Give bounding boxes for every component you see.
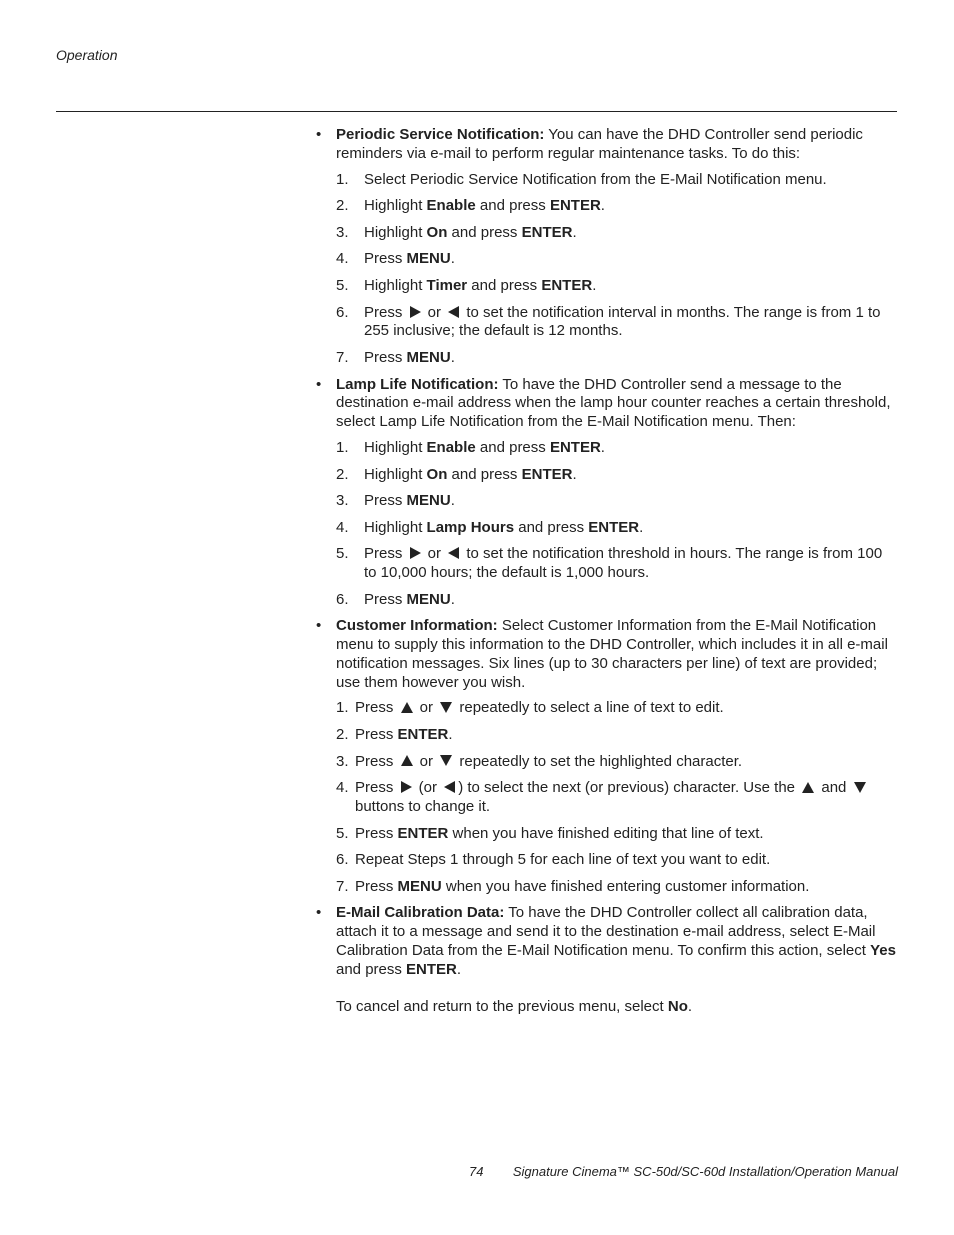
- down-arrow-icon: [440, 755, 452, 766]
- list-item: 1. Press or repeatedly to select a line of text to edit.: [336, 699, 724, 717]
- lead-customer: Customer Information:: [336, 617, 498, 635]
- steps-periodic: [336, 171, 898, 368]
- bullet-dot: •: [316, 375, 322, 393]
- up-arrow-icon: [401, 755, 413, 766]
- list-item: 4. Press MENU.: [336, 250, 455, 268]
- right-arrow-icon: [401, 781, 412, 793]
- list-item: 3. Press MENU.: [336, 492, 455, 510]
- up-arrow-icon: [802, 782, 814, 793]
- running-header: Operation: [56, 47, 118, 63]
- list-item: 2. Highlight Enable and press ENTER.: [336, 197, 605, 215]
- up-arrow-icon: [401, 702, 413, 713]
- left-arrow-icon: [448, 306, 459, 318]
- lead-calibration: E-Mail Calibration Data:: [336, 904, 505, 922]
- bullet-customer-info: [316, 617, 898, 896]
- list-item: 6. Repeat Steps 1 through 5 for each line of text you want to edit.: [336, 851, 771, 869]
- list-item: 7. Press MENU.: [336, 348, 455, 366]
- manual-title: Signature Cinema™ SC-50d/SC-60d Installation/Operation Manual: [512, 1164, 898, 1179]
- down-arrow-icon: [854, 782, 866, 793]
- text-lamp: To have the DHD Controller send a message to the destination e-mail address when the lamp hour counter reaches a certain threshold, select Lamp Life Notification from the E-Mail Notification menu. Then:: [336, 375, 891, 431]
- list-item: 6. Press or to set the notification interval in months. The range is from 1 to 255 inclusive; the default is 12 months.: [336, 303, 881, 340]
- list-item: 5. Highlight Timer and press ENTER.: [336, 276, 597, 294]
- lead-lamp: Lamp Life Notification:: [336, 375, 499, 393]
- list-item: 6. Press MENU.: [336, 590, 455, 608]
- list-item: 2. Press ENTER.: [336, 726, 453, 744]
- list-item: 3. Press or repeatedly to set the highlighted character.: [336, 752, 743, 770]
- bullet-lamp-life: [316, 375, 898, 610]
- list-item: 2. Highlight On and press ENTER.: [336, 465, 577, 483]
- list-item: 1. Highlight Enable and press ENTER.: [336, 438, 605, 456]
- text-periodic: You can have the DHD Controller send periodic reminders via e-mail to perform regular maintenance tasks. To do this:: [336, 126, 863, 162]
- bullet-calibration-data: • E-Mail Calibration Data: To have the DHD Controller collect all calibration data, attach it to a message and send it to the destination e-mail address, select E-Mail Calibration Data from the E-Mail Notification menu. To confirm this action, select Yes and press ENTER. To cancel and return to the previous menu, select No.: [316, 904, 896, 1015]
- list-item: 5. Press or to set the notification threshold in hours. The range is from 100 to 10,000 hours; the default is 1,000 hours.: [336, 545, 883, 582]
- list-item: 4. Highlight Lamp Hours and press ENTER.: [336, 518, 644, 536]
- list-item: 1. Select Periodic Service Notification from the E-Mail Notification menu.: [336, 170, 827, 188]
- cancel-paragraph: To cancel and return to the previous menu, select No.: [336, 997, 693, 1015]
- left-arrow-icon: [448, 547, 459, 559]
- steps-customer: [336, 699, 898, 896]
- left-arrow-icon: [444, 781, 455, 793]
- bullet-dot: •: [316, 126, 322, 143]
- page-number: 74: [469, 1164, 484, 1179]
- bullet-periodic-service: [316, 126, 898, 368]
- list-item: 7. Press MENU when you have finished entering customer information.: [336, 877, 810, 895]
- page-content: [316, 126, 898, 1022]
- steps-lamp: [336, 439, 898, 610]
- list-item: 4. Press (or ) to select the next (or previous) character. Use the and buttons to change it.: [336, 779, 898, 817]
- right-arrow-icon: [410, 547, 421, 559]
- list-item: 3. Highlight On and press ENTER.: [336, 223, 577, 241]
- down-arrow-icon: [440, 702, 452, 713]
- header-rule: [56, 111, 897, 112]
- lead-periodic: Periodic Service Notification:: [336, 126, 545, 143]
- list-item: 5. Press ENTER when you have finished editing that line of text.: [336, 824, 764, 842]
- bullet-dot: •: [316, 617, 322, 635]
- bullet-dot: •: [316, 904, 322, 922]
- text-customer: Select Customer Information from the E-Mail Notification menu to supply this information to the DHD Controller, which includes it in all e-mail notification messages. Six lines (up to 30 characters per line) of text are provided; use them however you wish.: [336, 617, 888, 691]
- right-arrow-icon: [410, 306, 421, 318]
